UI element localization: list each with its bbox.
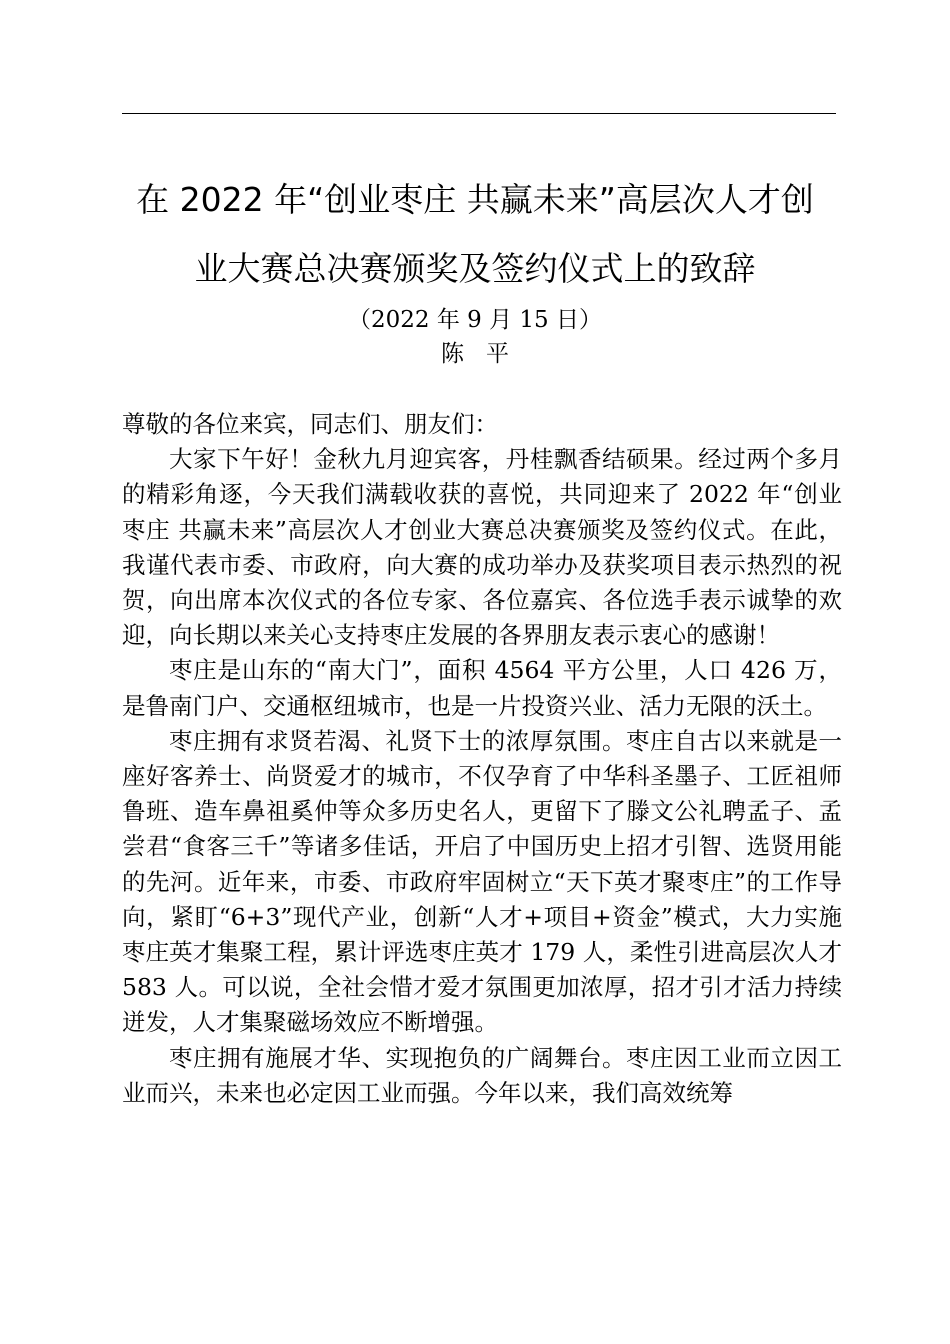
speaker-name: 陈平	[441, 341, 531, 367]
title-line-2: 业大赛总决赛颁奖及签约仪式上的致辞	[194, 249, 756, 288]
speech-body	[122, 407, 842, 1111]
salutation: 尊敬的各位来宾，同志们、朋友们：	[122, 410, 498, 438]
header-rule	[122, 113, 836, 114]
paragraph-1: 大家下午好！金秋九月迎宾客，丹桂飘香结硕果。经过两个多月的精彩角逐，今天我们满载收获的喜悦，共同迎来了 2022 年“创业枣庄 共赢未来”高层次人才创业大赛总决赛颁奖及签约仪式。在此，我谨代表市委、市政府，向大赛的成功举办及获奖项目表示热烈的祝贺，向出席本次仪式的各位专家、各位嘉宾、各位选手表示诚挚的欢迎，向长期以来关心支持枣庄发展的各界朋友表示衷心的感谢！	[122, 445, 842, 650]
paragraph-2: 枣庄是山东的“南大门”，面积 4564 平方公里，人口 426 万，是鲁南门户、交通枢纽城市，也是一片投资兴业、活力无限的沃土。	[122, 656, 842, 720]
title-line-1: 在 2022 年“创业枣庄 共赢未来”高层次人才创	[136, 180, 814, 219]
paragraph-3: 枣庄拥有求贤若渴、礼贤下士的浓厚氛围。枣庄自古以来就是一座好客养士、尚贤爱才的城市，不仅孕育了中华科圣墨子、工匠祖师鲁班、造车鼻祖奚仲等众多历史名人，更留下了滕文公礼聘孟子、孟尝君“食客三千”等诸多佳话，开启了中国历史上招才引智、选贤用能的先河。近年来，市委、市政府牢固树立“天下英才聚枣庄”的工作导向，紧盯“6+3”现代产业，创新“人才+项目+资金”模式，大力实施枣庄英才集聚工程，累计评选枣庄英才 179 人，柔性引进高层次人才 583 人。可以说，全社会惜才爱才氛围更加浓厚，招才引才活力持续迸发，人才集聚磁场效应不断增强。	[122, 726, 842, 1037]
speech-date: （2022 年 9 月 15 日）	[348, 307, 602, 333]
paragraph-4: 枣庄拥有施展才华、实现抱负的广阔舞台。枣庄因工业而立因工业而兴，未来也必定因工业而强。今年以来，我们高效统筹	[122, 1043, 842, 1107]
